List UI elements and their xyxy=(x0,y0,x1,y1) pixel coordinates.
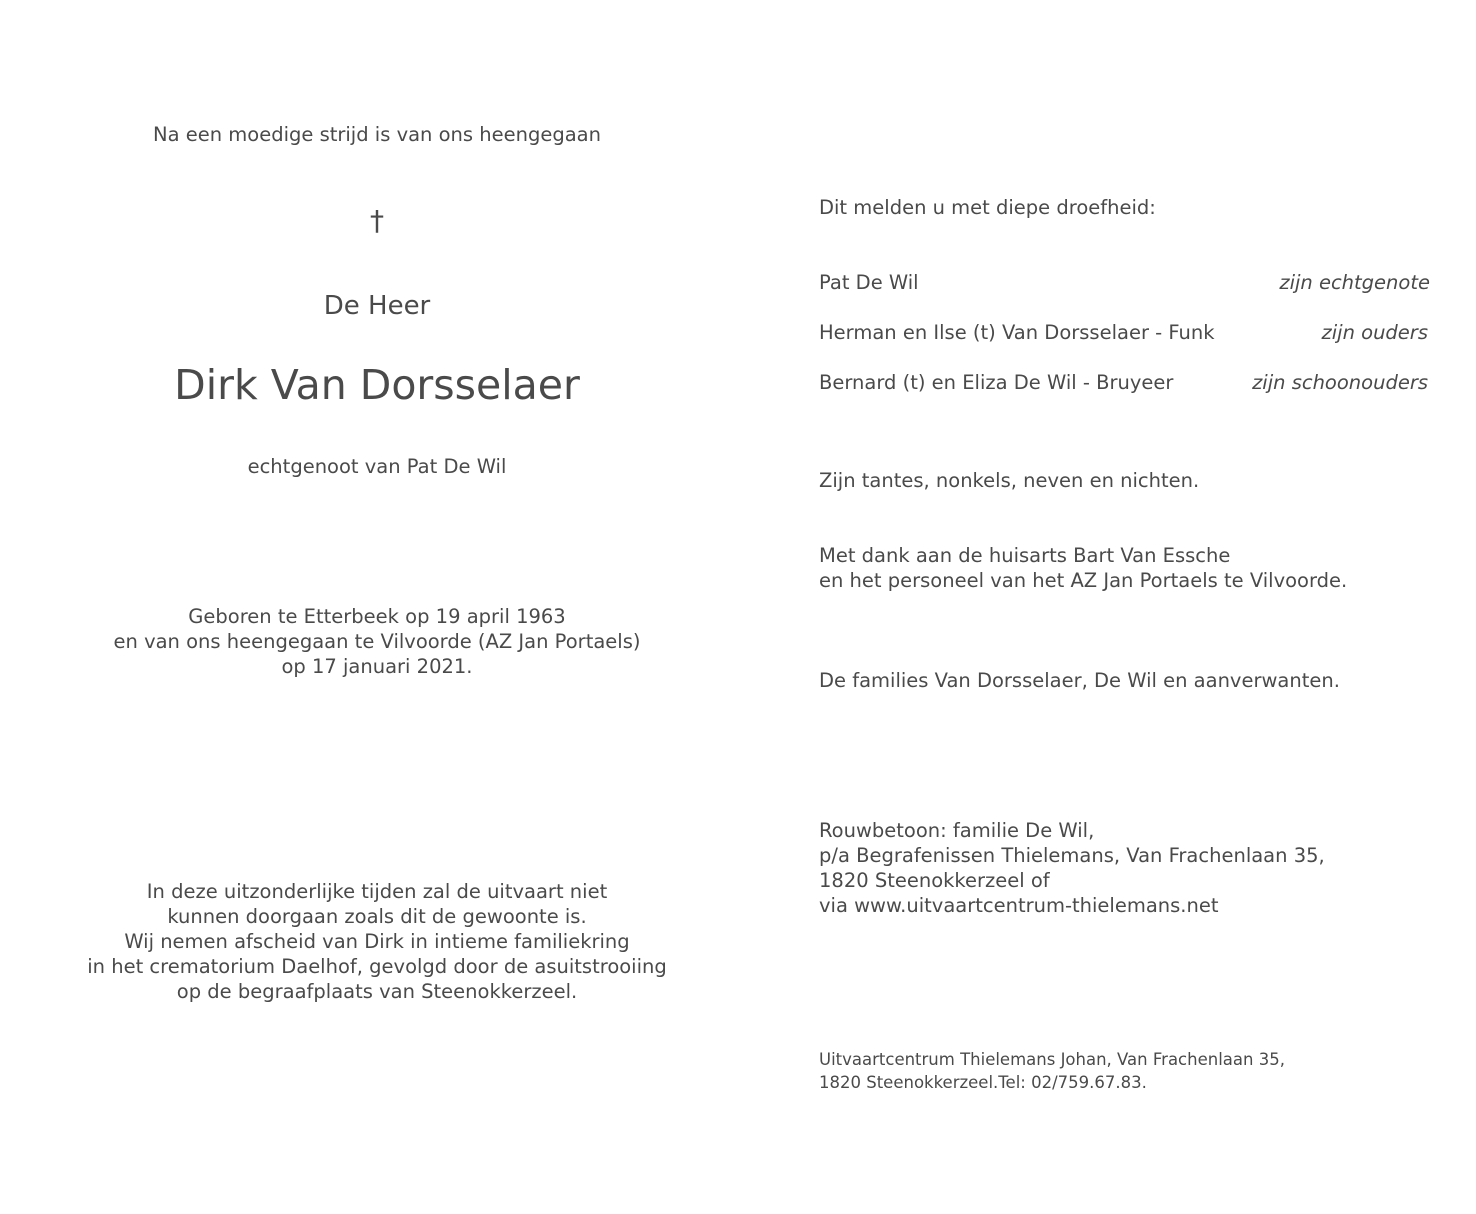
birth-block xyxy=(0,604,754,679)
deceased-title: De Heer xyxy=(323,291,431,321)
undertaker-block xyxy=(819,1048,1285,1094)
thanks-line: Met dank aan de huisarts Bart Van Essche xyxy=(819,544,1231,567)
family-name: Herman en Ilse (t) Van Dorsselaer - Funk xyxy=(819,321,1215,344)
family-row xyxy=(819,320,1428,345)
funeral-line: kunnen doorgaan zoals dit de gewoonte is. xyxy=(167,905,587,928)
family-row xyxy=(819,270,1430,295)
announcement-text: Dit melden u met diepe droefheid: xyxy=(819,196,1156,219)
family-relation: zijn ouders xyxy=(1321,321,1428,344)
birth-line: en van ons heengegaan te Vilvoorde (AZ Jan Portaels) xyxy=(113,630,641,653)
intro-text: Na een moedige strijd is van ons heengegaan xyxy=(152,123,601,146)
undertaker-line: 1820 Steenokkerzeel.Tel: 02/759.67.83. xyxy=(819,1073,1147,1092)
funeral-block xyxy=(0,879,754,1004)
deceased-name: Dirk Van Dorsselaer xyxy=(174,361,580,409)
funeral-line: op de begraafplaats van Steenokkerzeel. xyxy=(176,980,578,1003)
families-text: De families Van Dorsselaer, De Wil en aanverwanten. xyxy=(819,669,1340,692)
family-relation: zijn schoonouders xyxy=(1252,371,1428,394)
condolence-line: 1820 Steenokkerzeel of xyxy=(819,869,1050,892)
thanks-line: en het personeel van het AZ Jan Portaels te Vilvoorde. xyxy=(819,569,1348,592)
funeral-line: Wij nemen afscheid van Dirk in intieme familiekring xyxy=(124,930,630,953)
thanks-block xyxy=(819,543,1347,593)
family-row xyxy=(819,370,1428,395)
family-relation: zijn echtgenote xyxy=(1279,271,1430,294)
cross-icon: † xyxy=(370,204,384,237)
birth-line: Geboren te Etterbeek op 19 april 1963 xyxy=(188,605,566,628)
condolence-line: p/a Begrafenissen Thielemans, Van Frachenlaan 35, xyxy=(819,844,1325,867)
birth-line: op 17 januari 2021. xyxy=(281,655,473,678)
condolence-website: via www.uitvaartcentrum-thielemans.net xyxy=(819,894,1219,917)
family-name: Pat De Wil xyxy=(819,271,919,294)
condolence-line: Rouwbetoon: familie De Wil, xyxy=(819,819,1095,842)
funeral-line: In deze uitzonderlijke tijden zal de uitvaart niet xyxy=(146,880,608,903)
relatives-text: Zijn tantes, nonkels, neven en nichten. xyxy=(819,469,1200,492)
condolence-block xyxy=(819,818,1325,918)
family-name: Bernard (t) en Eliza De Wil - Bruyeer xyxy=(819,371,1174,394)
spouse-text: echtgenoot van Pat De Wil xyxy=(247,455,507,478)
funeral-line: in het crematorium Daelhof, gevolgd door de asuitstrooiing xyxy=(87,955,667,978)
undertaker-line: Uitvaartcentrum Thielemans Johan, Van Frachenlaan 35, xyxy=(819,1050,1285,1069)
